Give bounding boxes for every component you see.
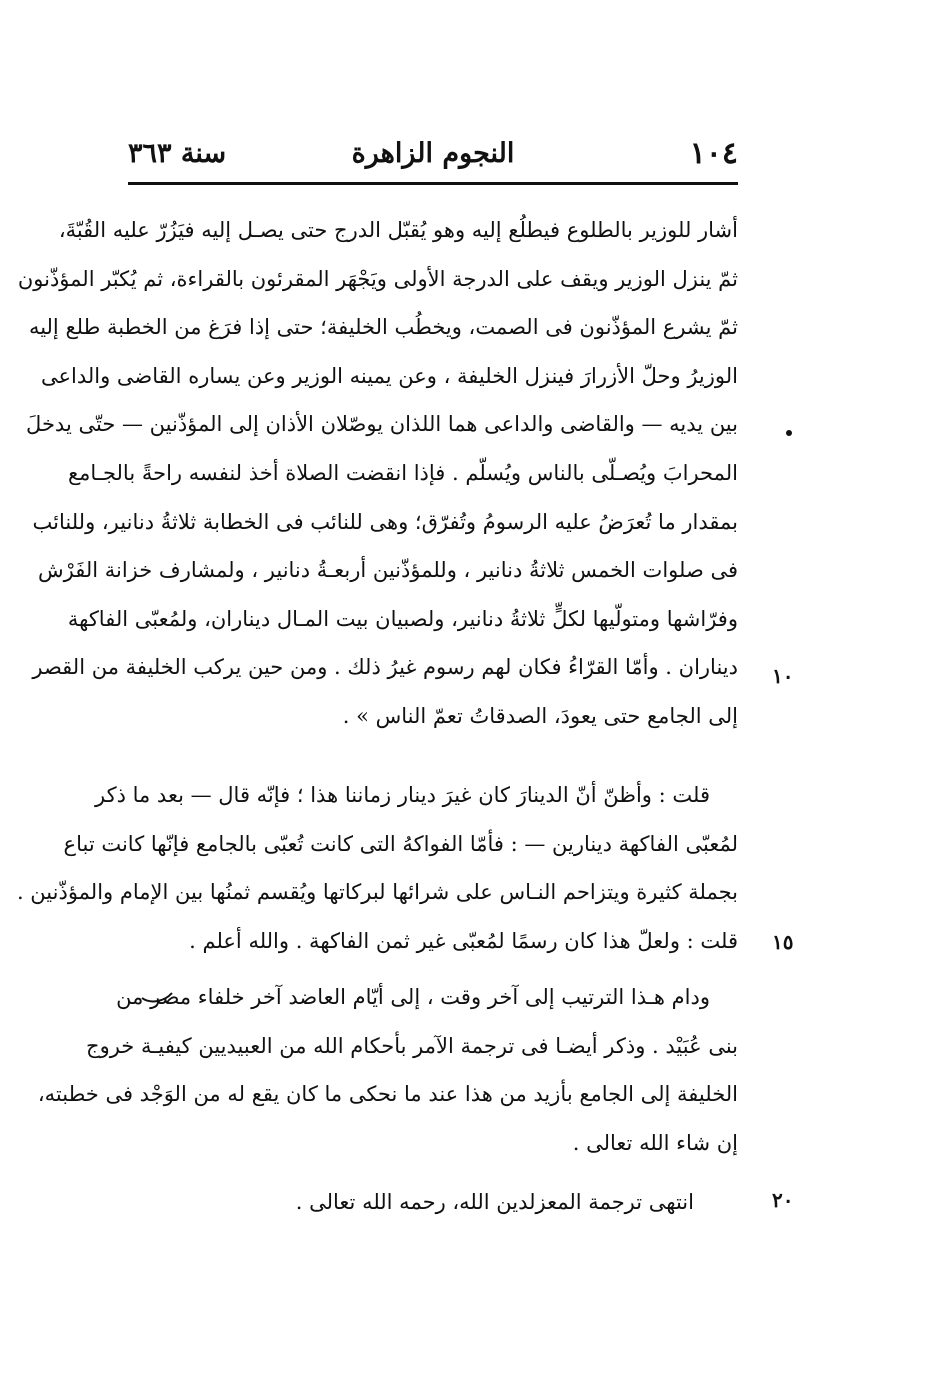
header-year: سنة ٣٦٣ <box>128 138 227 169</box>
text-line: وفرّاشها ومتولّيها لكلٍّ ثلاثةُ دنانير، ولصبيان بيت المـال ديناران، ولمُعبّى الفاكهة <box>67 606 738 631</box>
text-line: بجملة كثيرة ويتزاحم النـاس على شرائها لبركاتها ويُقسم ثمنُها بين الإمام والمؤذّنين . <box>16 880 738 905</box>
paragraph-1 <box>17 206 738 741</box>
closing-note <box>128 1178 738 1227</box>
text-line: قلت : وأظنّ أنّ الدينارَ كان غيرَ دينار زماننا هذا ؛ فإنّه قال — بعد ما ذكر <box>95 783 710 807</box>
text-line: ثمّ يشرع المؤذّنون فى الصمت، ويخطُب الخليفة؛ حتى إذا فرَغ من الخطبة طلع إليه <box>28 315 738 340</box>
margin-marker-5 <box>786 430 792 436</box>
text-line: الخليفة إلى الجامع بأزيد من هذا عند ما نحكى ما كان يقع له من الوَجْد فى خطبته، <box>37 1082 738 1107</box>
text-line: بين يديه — والقاضى والداعى هما اللذان يوصّلان الأذان إلى المؤذّنين — حتّى يدخلَ <box>26 412 738 437</box>
paragraph-2 <box>16 771 738 965</box>
paragraph-3 <box>37 973 738 1167</box>
margin-number-15: ١٥ <box>772 930 794 954</box>
header-rule <box>128 182 738 185</box>
page-header <box>128 136 738 180</box>
text-line: لمُعبّى الفاكهة دينارين — : فأمّا الفواكهُ التى كانت تُعبّى بالجامع فإنّها كانت تباع <box>63 831 738 856</box>
text-line: قلت : ولعلّ هذا كان رسمًا لمُعبّى غير ثمن الفاكهة . والله أعلم . <box>189 928 738 953</box>
closing-line: انتهى ترجمة المعزلدين الله، رحمه الله تعالى . <box>295 1190 694 1214</box>
text-line: بمقدار ما تُعرَضُ عليه الرسومُ وتُفرّق؛ وهى للنائب فى الخطابة ثلاثةُ دنانير، وللنائب <box>32 509 738 534</box>
text-line: المحرابَ ويُصـلّى بالناس ويُسلّم . فإذا انقضت الصلاة أخذ لنفسه راحةً بالجـامع <box>67 460 738 485</box>
text-line: أشار للوزير بالطلوع فيطلُع إليه وهو يُقبّل الدرج حتى يصـل إليه فيَزُرّ عليه القُبّةَ، <box>58 218 738 242</box>
margin-number-10: ١٠ <box>772 664 794 688</box>
line-swash <box>140 990 174 1004</box>
text-line: الوزيرُ وحلّ الأزرارَ فينزل الخليفة ، وعن يمينه الوزير وعن يساره القاضى والداعى <box>40 363 738 388</box>
margin-number-20: ٢٠ <box>772 1188 794 1212</box>
text-line: ديناران . وأمّا القرّاءُ فكان لهم رسوم غيرُ ذلك . ومن حين يركب الخليفة من القصر <box>32 655 738 680</box>
text-line: ثمّ ينزل الوزير ويقف على الدرجة الأولى ويَجْهَر المقرئون بالقراءة، ثم يُكبّر المؤذّنون <box>17 266 738 291</box>
page-number: ١٠٤ <box>689 136 738 171</box>
text-line: إن شاء الله تعالى . <box>572 1130 738 1155</box>
running-title: النجوم الزاهرة <box>351 138 515 169</box>
text-line: ودام هـذا الترتيب إلى آخر وقت ، إلى أيّام العاضد آخر خلفاء مصر من <box>116 985 710 1009</box>
text-line: فى صلوات الخمس ثلاثةُ دنانير ، وللمؤذّنين أربعـةُ دنانير ، ولمشارف خزانة الفَرْش <box>37 558 738 583</box>
text-line: إلى الجامع حتى يعودَ، الصدقاتُ تعمّ الناس » . <box>342 703 738 728</box>
text-line: بنى عُبَيْد . وذكر أيضـا فى ترجمة الآمر بأحكام الله من العبيديين كيفيـة خروج <box>86 1033 738 1058</box>
